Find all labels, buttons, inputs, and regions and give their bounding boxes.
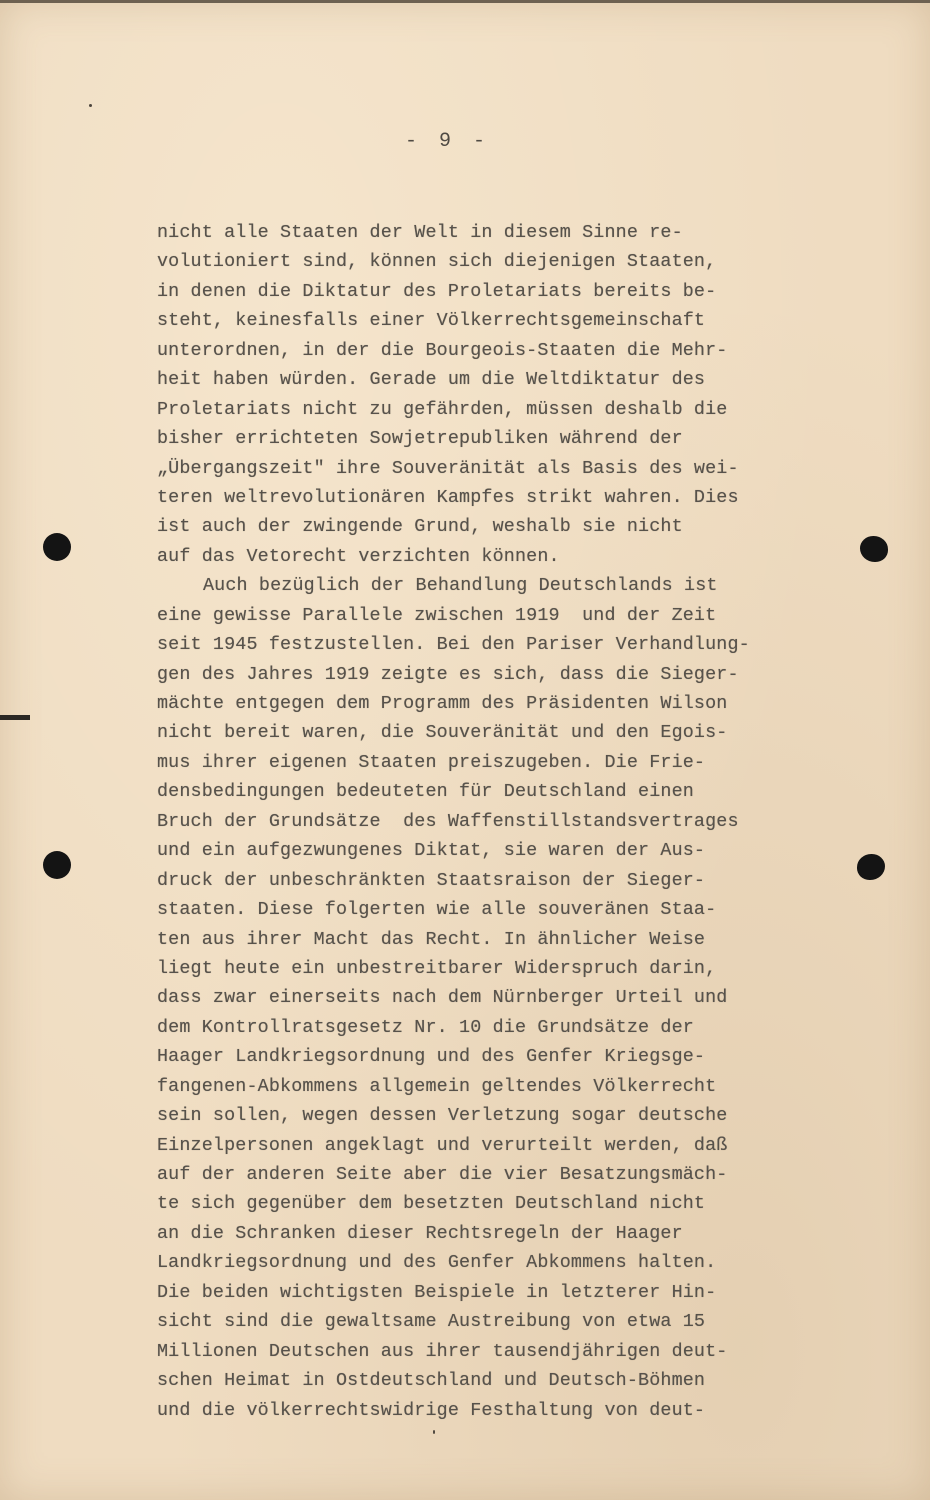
text-line: nicht alle Staaten der Welt in diesem Sinne re-: [157, 222, 683, 243]
page-number: - 9 -: [404, 130, 490, 153]
text-line: auf der anderen Seite aber die vier Besatzungsmäch-: [157, 1164, 728, 1185]
text-line: druck der unbeschränkten Staatsraison der Sieger-: [157, 869, 706, 891]
text-line: mächte entgegen dem Programm des Präsidenten Wilson: [157, 693, 728, 714]
text-line: gen des Jahres 1919 zeigte es sich, dass die Sieger-: [157, 663, 739, 685]
text-line: schen Heimat in Ostdeutschland und Deutsch-Böhmen: [157, 1370, 706, 1392]
paragraph-start-line: Auch bezüglich der Behandlung Deutschlands ist: [203, 575, 718, 597]
text-line: Bruch der Grundsätze des Waffenstillstandsvertrages: [157, 810, 739, 832]
text-line: Einzelpersonen angeklagt und verurteilt werden, daß: [157, 1134, 728, 1156]
text-line: in denen die Diktatur des Proletariats bereits be-: [157, 280, 717, 302]
paper-speck: [433, 1430, 435, 1434]
text-line: liegt heute ein unbestreitbarer Widerspruch darin,: [157, 957, 717, 979]
punch-hole: [43, 533, 71, 561]
text-line: heit haben würden. Gerade um die Weltdiktatur des: [157, 369, 706, 391]
text-line: densbedingungen bedeuteten für Deutschland einen: [157, 781, 694, 803]
text-line: teren weltrevolutionären Kampfes strikt wahren. Dies: [157, 486, 739, 508]
fold-mark: [0, 715, 30, 720]
text-line: volutioniert sind, können sich diejenigen Staaten,: [157, 251, 717, 273]
text-line: mus ihrer eigenen Staaten preiszugeben. Die Frie-: [157, 751, 706, 773]
text-line: eine gewisse Parallele zwischen 1919 und der Zeit: [157, 604, 717, 626]
text-line: sicht sind die gewaltsame Austreibung von etwa 15: [157, 1311, 706, 1333]
text-line: auf das Vetorecht verzichten können.: [157, 545, 560, 567]
text-line: dem Kontrollratsgesetz Nr. 10 die Grundsätze der: [157, 1016, 694, 1038]
page-top-edge: [0, 0, 930, 3]
text-line: ten aus ihrer Macht das Recht. In ähnlicher Weise: [157, 928, 706, 950]
punch-hole: [860, 536, 888, 562]
text-line: bisher errichteten Sowjetrepubliken während der: [157, 428, 683, 450]
text-line: und ein aufgezwungenes Diktat, sie waren der Aus-: [157, 840, 706, 862]
text-line: te sich gegenüber dem besetzten Deutschland nicht: [157, 1193, 706, 1215]
text-line: seit 1945 festzustellen. Bei den Pariser Verhandlung-: [157, 634, 750, 656]
text-line: „Übergangszeit" ihre Souveränität als Basis des wei-: [157, 457, 739, 479]
text-line: an die Schranken dieser Rechtsregeln der Haager: [157, 1222, 683, 1244]
text-line: Landkriegsordnung und des Genfer Abkommens halten.: [157, 1252, 717, 1274]
text-line: Millionen Deutschen aus ihrer tausendjährigen deut-: [157, 1340, 728, 1362]
text-line: sein sollen, wegen dessen Verletzung sogar deutsche: [157, 1105, 728, 1127]
text-line: Proletariats nicht zu gefährden, müssen deshalb die: [157, 398, 728, 420]
paper-speck: [89, 104, 92, 107]
text-line: steht, keinesfalls einer Völkerrechtsgemeinschaft: [157, 310, 706, 332]
punch-hole: [857, 854, 885, 880]
punch-hole: [43, 851, 71, 879]
text-line: und die völkerrechtswidrige Festhaltung von deut-: [157, 1399, 706, 1421]
body-text: [157, 218, 797, 1425]
text-line: unterordnen, in der die Bourgeois-Staaten die Mehr-: [157, 339, 728, 361]
text-line: dass zwar einerseits nach dem Nürnberger Urteil und: [157, 987, 728, 1009]
text-line: staaten. Diese folgerten wie alle souveränen Staa-: [157, 899, 717, 921]
text-line: ist auch der zwingende Grund, weshalb sie nicht: [157, 516, 683, 538]
text-line: fangenen-Abkommens allgemein geltendes Völkerrecht: [157, 1075, 717, 1097]
text-line: Die beiden wichtigsten Beispiele in letzterer Hin-: [157, 1281, 717, 1303]
text-line: Haager Landkriegsordnung und des Genfer Kriegsge-: [157, 1046, 706, 1068]
text-line: nicht bereit waren, die Souveränität und den Egois-: [157, 722, 728, 744]
